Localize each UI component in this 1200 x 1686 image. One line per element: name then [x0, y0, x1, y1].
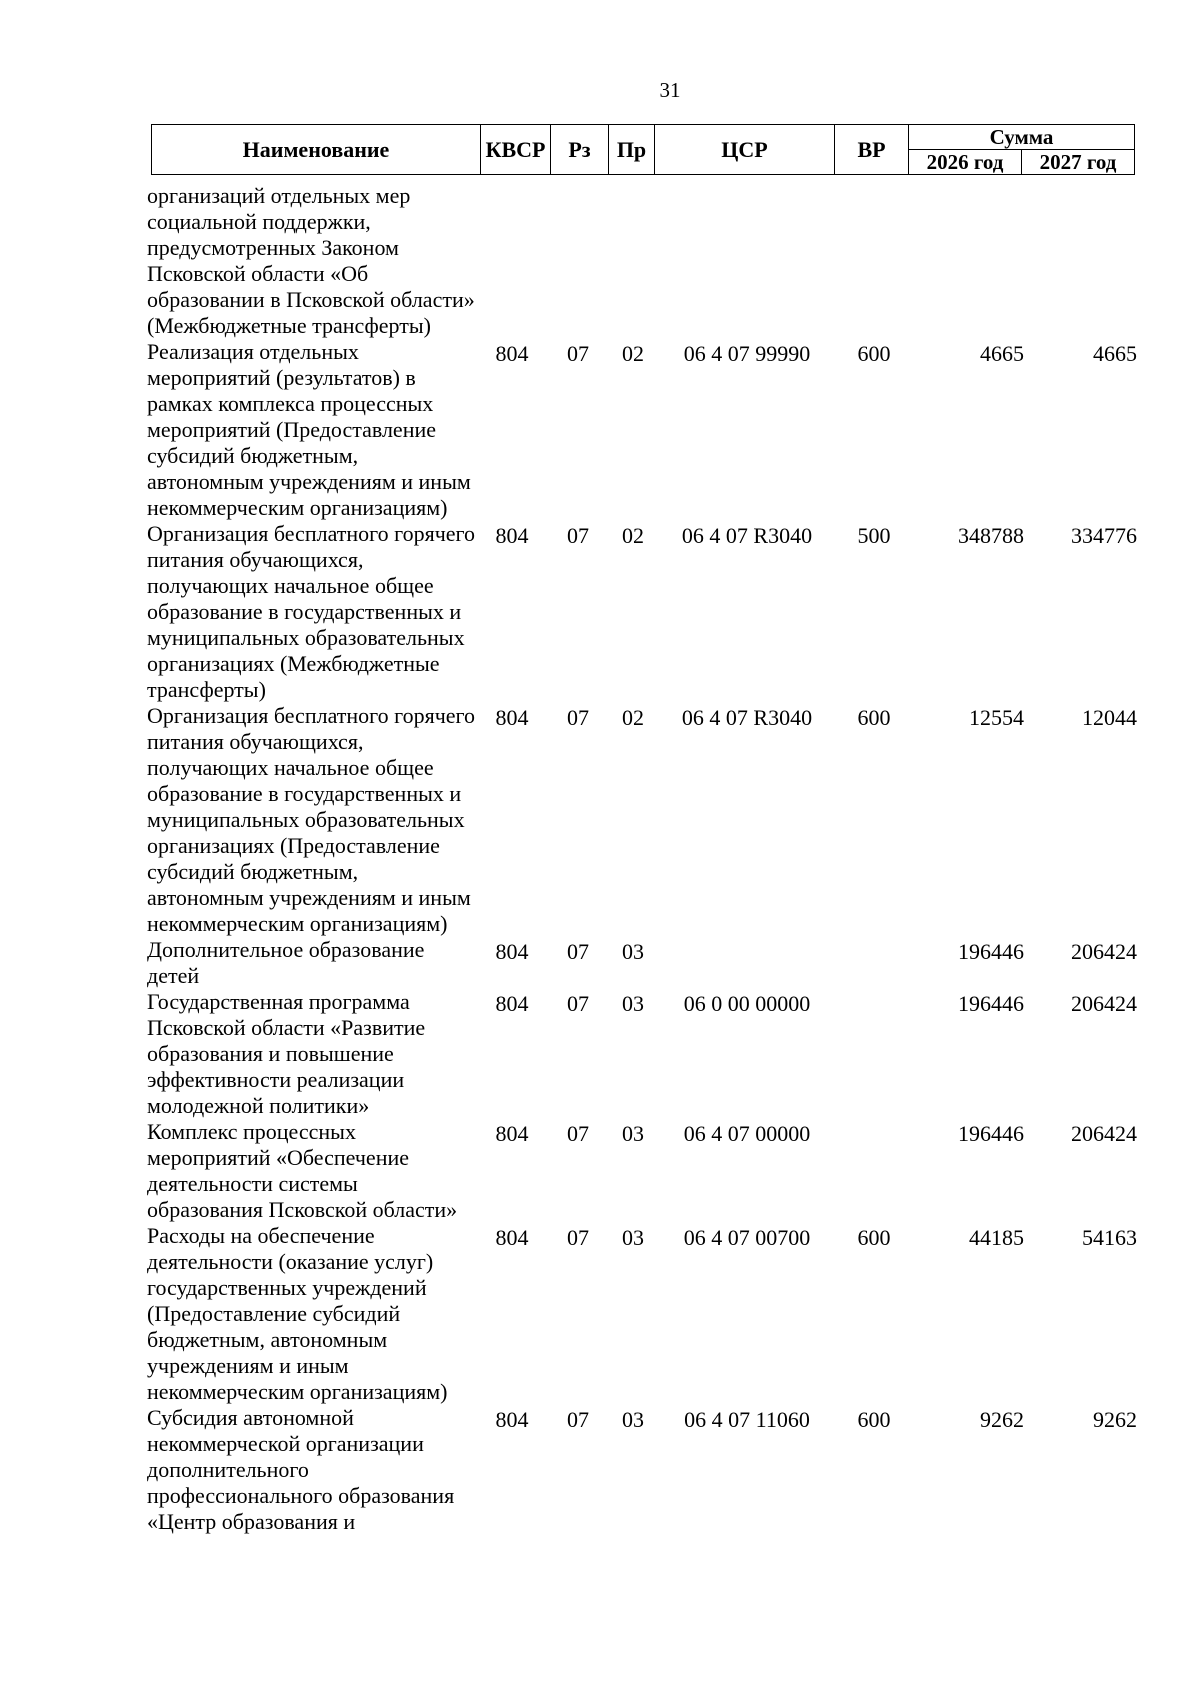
row-name: Расходы на обеспечение деятельности (оказание услуг) государственных учреждений (Предоставление субсидий бюджетным, автономным учреждениям и иным некоммерческим организациям) [147, 1223, 448, 1404]
table-row [147, 1119, 1137, 1223]
row-name: Организация бесплатного горячего питания обучающихся, получающих начальное общее образование в государственных и муниципальных образовательных организациях (Предоставление субсидий бюджетным, автономным учреждениям и иным некоммерческим организациям) [147, 703, 476, 936]
row-name: Реализация отдельных мероприятий (результатов) в рамках комплекса процессных мероприятий (Предоставление субсидий бюджетным, автономным учреждениям и иным некоммерческим организациям) [147, 339, 471, 520]
row-kvsr [477, 183, 547, 339]
row-pr: 03 [622, 1407, 644, 1432]
row-vr: 600 [857, 1407, 891, 1432]
row-sum-2027: 206424 [1071, 1121, 1137, 1146]
row-kvsr: 804 [495, 523, 529, 548]
table-row [147, 183, 1137, 339]
row-rz: 07 [567, 1225, 589, 1250]
row-pr: 03 [622, 991, 644, 1016]
budget-table [147, 183, 1137, 1535]
header-kvsr: КВСР [481, 125, 551, 175]
row-vr: 600 [857, 705, 891, 730]
row-pr: 02 [622, 341, 644, 366]
row-vr: 600 [857, 1225, 891, 1250]
row-kvsr: 804 [495, 991, 529, 1016]
row-vr [837, 1119, 911, 1223]
row-rz: 07 [567, 1121, 589, 1146]
row-name: Государственная программа Псковской области «Развитие образования и повышение эффективности реализации молодежной политики» [147, 989, 426, 1118]
row-csr [657, 937, 837, 989]
row-name: Дополнительное образование детей [147, 937, 425, 988]
row-rz: 07 [567, 991, 589, 1016]
row-csr: 06 4 07 00000 [683, 1121, 811, 1146]
row-kvsr: 804 [495, 1225, 529, 1250]
row-sum-2027: 54163 [1082, 1225, 1137, 1250]
row-sum-2027 [1024, 183, 1137, 339]
table-header [151, 124, 1135, 175]
row-sum-2026: 196446 [958, 939, 1024, 964]
row-sum-2027: 12044 [1082, 705, 1137, 730]
row-sum-2026: 196446 [958, 991, 1024, 1016]
row-sum-2026: 196446 [958, 1121, 1024, 1146]
row-kvsr: 804 [495, 1407, 529, 1432]
header-name: Наименование [152, 125, 481, 175]
row-csr: 06 4 07 R3040 [681, 705, 813, 730]
header-vr: ВР [835, 125, 909, 175]
row-pr [609, 183, 657, 339]
row-kvsr: 804 [495, 1121, 529, 1146]
row-name: Организация бесплатного горячего питания обучающихся, получающих начальное общее образование в государственных и муниципальных образовательных организациях (Межбюджетные трансферты) [147, 521, 476, 702]
row-sum-2026: 44185 [969, 1225, 1024, 1250]
row-csr [657, 183, 837, 339]
header-year-2027: 2027 год [1022, 150, 1135, 175]
row-name: Комплекс процессных мероприятий «Обеспечение деятельности системы образования Псковской области» [147, 1119, 458, 1222]
header-pr: Пр [609, 125, 655, 175]
row-rz: 07 [567, 939, 589, 964]
row-sum-2027: 9262 [1093, 1407, 1137, 1432]
row-vr [837, 989, 911, 1119]
row-name: Субсидия автономной некоммерческой организации дополнительного профессионального образования «Центр образования и [147, 1405, 455, 1534]
row-pr: 02 [622, 705, 644, 730]
row-sum-2026: 4665 [980, 341, 1024, 366]
row-sum-2026 [911, 183, 1024, 339]
row-name: организаций отдельных мер социальной поддержки, предусмотренных Законом Псковской области «Об образовании в Псковской области» (Межбюджетные трансферты) [147, 183, 475, 338]
page-number: 31 [659, 78, 681, 102]
row-pr: 02 [622, 523, 644, 548]
header-csr: ЦСР [655, 125, 835, 175]
row-sum-2027: 334776 [1071, 523, 1137, 548]
row-rz: 07 [567, 341, 589, 366]
row-rz: 07 [567, 523, 589, 548]
table-row [147, 703, 1137, 937]
header-rz: Рз [551, 125, 609, 175]
row-pr: 03 [622, 1225, 644, 1250]
row-csr: 06 4 07 99990 [683, 341, 811, 366]
row-csr: 06 0 00 00000 [683, 991, 811, 1016]
row-csr: 06 4 07 11060 [684, 1407, 810, 1432]
row-sum-2027: 206424 [1071, 991, 1137, 1016]
table-row [147, 521, 1137, 703]
row-sum-2026: 12554 [969, 705, 1024, 730]
row-vr: 500 [857, 523, 891, 548]
row-sum-2027: 4665 [1093, 341, 1137, 366]
table-row [147, 1405, 1137, 1535]
row-kvsr: 804 [495, 705, 529, 730]
row-pr: 03 [622, 939, 644, 964]
row-rz [547, 183, 609, 339]
row-rz: 07 [567, 1407, 589, 1432]
table-row [147, 339, 1137, 521]
row-sum-2026: 348788 [958, 523, 1024, 548]
table-row [147, 937, 1137, 989]
row-vr: 600 [857, 341, 891, 366]
row-sum-2027: 206424 [1071, 939, 1137, 964]
row-csr: 06 4 07 00700 [683, 1225, 811, 1250]
row-pr: 03 [622, 1121, 644, 1146]
row-sum-2026: 9262 [980, 1407, 1024, 1432]
row-vr [837, 183, 911, 339]
row-kvsr: 804 [495, 939, 529, 964]
row-vr [837, 937, 911, 989]
header-year-2026: 2026 год [909, 150, 1022, 175]
row-csr: 06 4 07 R3040 [681, 523, 813, 548]
table-row [147, 989, 1137, 1119]
table-row [147, 1223, 1137, 1405]
header-sum: Сумма [909, 125, 1135, 150]
row-kvsr: 804 [495, 341, 529, 366]
row-rz: 07 [567, 705, 589, 730]
